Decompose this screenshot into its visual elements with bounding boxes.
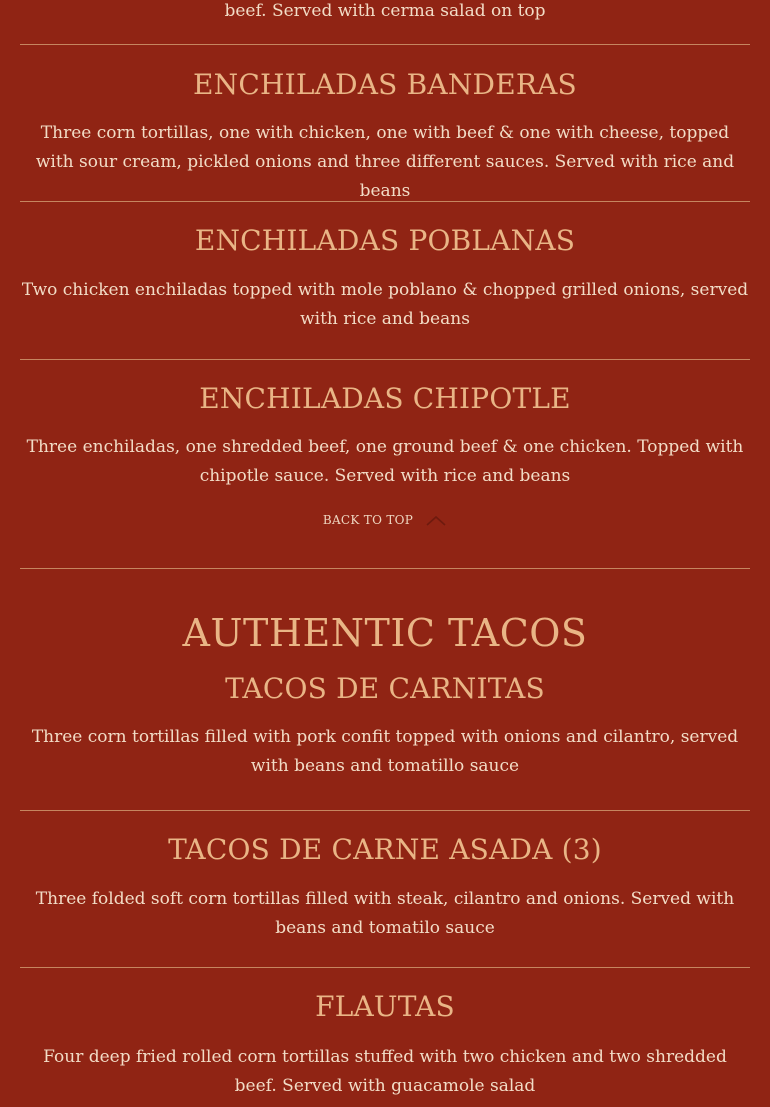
divider: [20, 201, 750, 202]
menu-item-title: ENCHILADAS POBLANAS: [194, 224, 576, 257]
menu-content: [20, 0, 750, 1101]
menu-item: [20, 968, 750, 1101]
menu-item: [20, 655, 750, 810]
section-title: AUTHENTIC TACOS: [182, 611, 588, 655]
divider: [20, 967, 750, 968]
divider: [20, 568, 750, 569]
menu-item: [20, 202, 750, 359]
menu-item: [20, 45, 750, 201]
menu-item: [20, 811, 750, 967]
menu-item-title: TACOS DE CARNE ASADA (3): [168, 833, 602, 866]
menu-item-title: FLAUTAS: [315, 990, 455, 1023]
menu-item-description: Three corn tortillas, one with chicken, one with beef & one with cheese, topped with sour cream, pickled onions and three different sauces. Served with rice and beans: [35, 123, 735, 201]
menu-item-description: Three folded soft corn tortillas filled with steak, cilantro and onions. Served with beans and tomatilo sauce: [35, 889, 735, 938]
back-to-top-link[interactable]: [20, 513, 750, 527]
menu-item: [20, 360, 750, 568]
menu-item-description: Four deep fried rolled corn tortillas stuffed with two chicken and two shredded beef. Served with guacamole salad: [43, 1047, 727, 1096]
chevron-up-icon: [425, 513, 447, 527]
menu-item-description: Two chicken enchiladas topped with mole poblano & chopped grilled onions, served with rice and beans: [21, 280, 749, 329]
divider: [20, 44, 750, 45]
menu-item-title: TACOS DE CARNITAS: [225, 672, 545, 705]
back-to-top-label: BACK TO TOP: [322, 513, 414, 527]
divider: [20, 359, 750, 360]
menu-item-title: ENCHILADAS BANDERAS: [193, 68, 577, 101]
divider: [20, 810, 750, 811]
menu-item-description: Three enchiladas, one shredded beef, one ground beef & one chicken. Topped with chipotle sauce. Served with rice and beans: [26, 437, 744, 486]
menu-item-description: Three corn tortillas filled with pork confit topped with onions and cilantro, served with beans and tomatillo sauce: [31, 727, 739, 776]
menu-item-title: ENCHILADAS CHIPOTLE: [199, 382, 571, 415]
previous-item-description: beef. Served with cerma salad on top: [224, 1, 546, 21]
